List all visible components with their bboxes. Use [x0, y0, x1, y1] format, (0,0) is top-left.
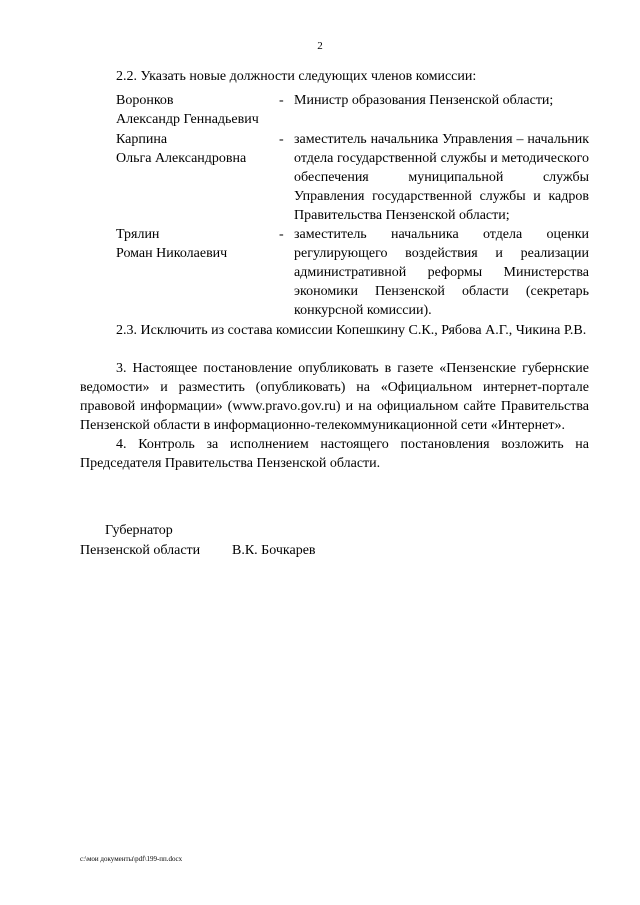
member-dash: -	[279, 93, 284, 108]
section-3-paragraph: 3. Настоящее постановление опубликовать в газете «Пензенские губернские ведомости» и разместить (опубликовать) на «Официальном интернет-портале правовой информации» (www.pravo.gov.ru) и на официальном сайте Правительства Пензенской области в информационно-телекоммуникационной сети «Интернет».	[80, 361, 589, 433]
commission-member-tryalin	[116, 225, 589, 320]
signature-name: В.К. Бочкарев	[232, 543, 316, 558]
page-number: 2	[317, 40, 323, 52]
signature-title: Губернатор	[105, 523, 173, 538]
member-name	[116, 225, 281, 263]
member-dash: -	[279, 227, 284, 242]
member-position: заместитель начальника отдела оценки регулирующего воздействия и реализации административной реформы Министерства экономики Пензенской области (секретарь конкурсной комиссии).	[294, 227, 589, 318]
member-given-names: Александр Геннадьевич	[116, 112, 259, 127]
commission-member-karpina	[116, 130, 589, 225]
member-surname: Трялин	[116, 227, 160, 242]
member-dash: -	[279, 132, 284, 147]
member-position: Министр образования Пензенской области;	[294, 93, 554, 108]
section-4-paragraph: 4. Контроль за исполнением настоящего постановления возложить на Председателя Правительства Пензенской области.	[80, 437, 589, 471]
section-2-3-paragraph: 2.3. Исключить из состава комиссии Копешкину С.К., Рябова А.Г., Чикина Р.В.	[116, 323, 587, 338]
member-name	[116, 130, 281, 168]
signature-region: Пензенской области	[80, 543, 201, 558]
member-name	[116, 91, 281, 129]
member-given-names: Роман Николаевич	[116, 246, 228, 261]
member-position: заместитель начальника Управления – начальник отдела государственной службы и методического обеспечения муниципальной службы Управления государственной службы и кадров Правительства Пензенской области;	[294, 132, 589, 223]
member-surname: Карпина	[116, 132, 168, 147]
footer-file-path: c:\мои документы\pdf\199-пп.docx	[80, 855, 183, 863]
section-2-2-heading: 2.2. Указать новые должности следующих членов комиссии:	[116, 69, 477, 84]
member-given-names: Ольга Александровна	[116, 151, 247, 166]
commission-member-voronkov	[116, 91, 589, 129]
member-surname: Воронков	[116, 93, 174, 108]
